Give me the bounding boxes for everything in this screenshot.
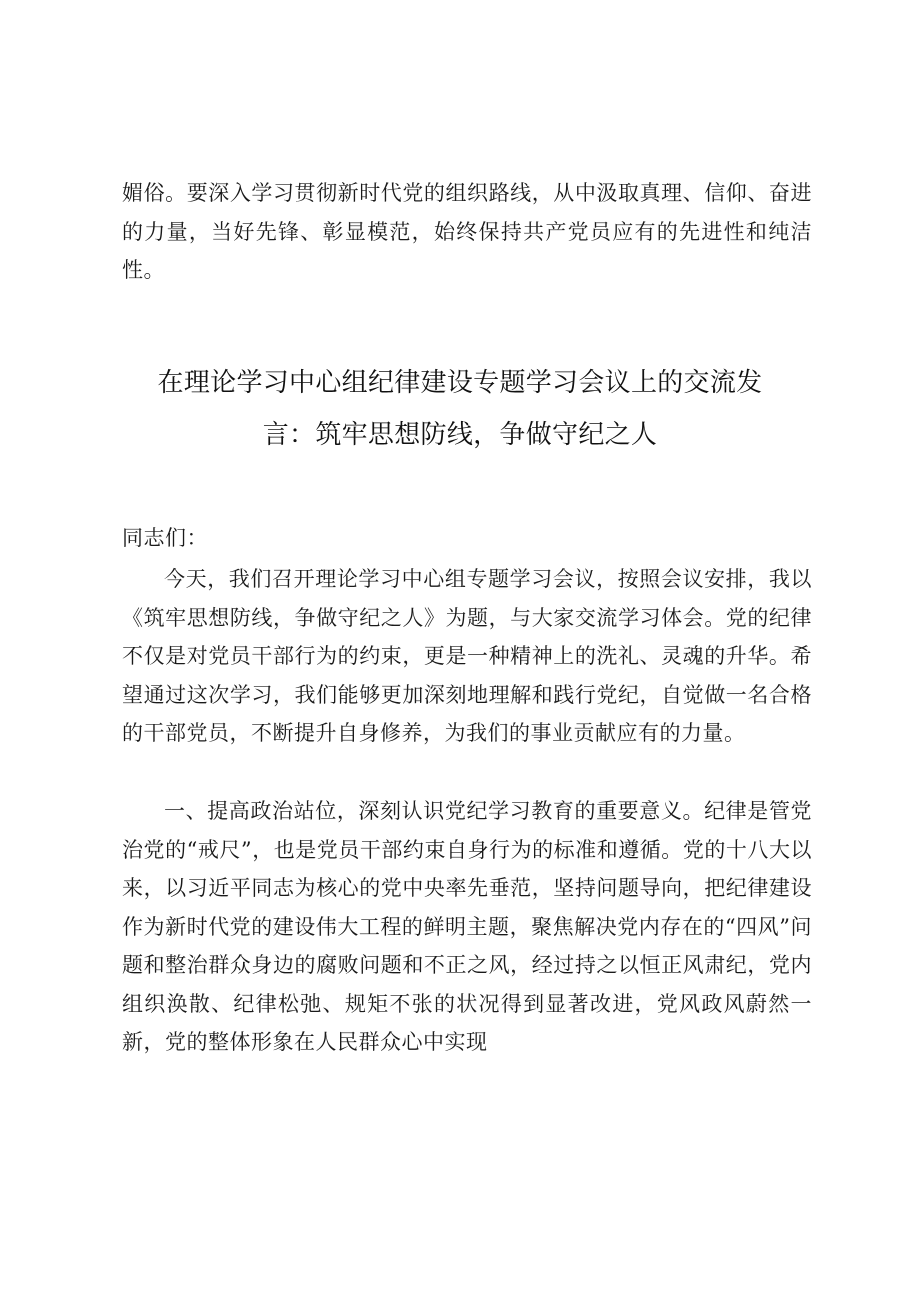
salutation: 同志们： [122,526,208,550]
paragraph-section-one: 一、提高政治站位，深刻认识党纪学习教育的重要意义。纪律是管党治党的“戒尺”，也是党员干部约束自身行为的标准和遵循。党的十八大以来，以习近平同志为核心的党中央率先垂范，坚持问题导向，把纪律建设作为新时代党的建设伟大工程的鲜明主题，聚焦解决党内存在的“四风”问题和整治群众身边的腐败问题和不正之风，经过持之以恒正风肃纪，党内组织涣散、纪律松弛、规矩不张的状况得到显著改进，党风政风蔚然一新，党的整体形象在人民群众心中实现 [122,799,812,1054]
paragraph-intro: 今天，我们召开理论学习中心组专题学习会议，按照会议安排，我以《筑牢思想防线，争做守纪之人》为题，与大家交流学习体会。党的纪律不仅是对党员干部行为的约束，更是一种精神上的洗礼、灵魂的升华。希望通过这次学习，我们能够更加深刻地理解和践行党纪，自觉做一名合格的干部党员，不断提升自身修养，为我们的事业贡献应有的力量。 [122,567,812,745]
continuation-paragraph: 媚俗。要深入学习贯彻新时代党的组织路线，从中汲取真理、信仰、奋进的力量，当好先锋、彰显模范，始终保持共产党员应有的先进性和纯洁性。 [122,181,812,282]
title-line-2: 言：筑牢思想防线，争做守纪之人 [262,420,658,450]
title-line-1: 在理论学习中心组纪律建设专题学习会议上的交流发 [157,368,763,398]
document-title [110,357,810,461]
